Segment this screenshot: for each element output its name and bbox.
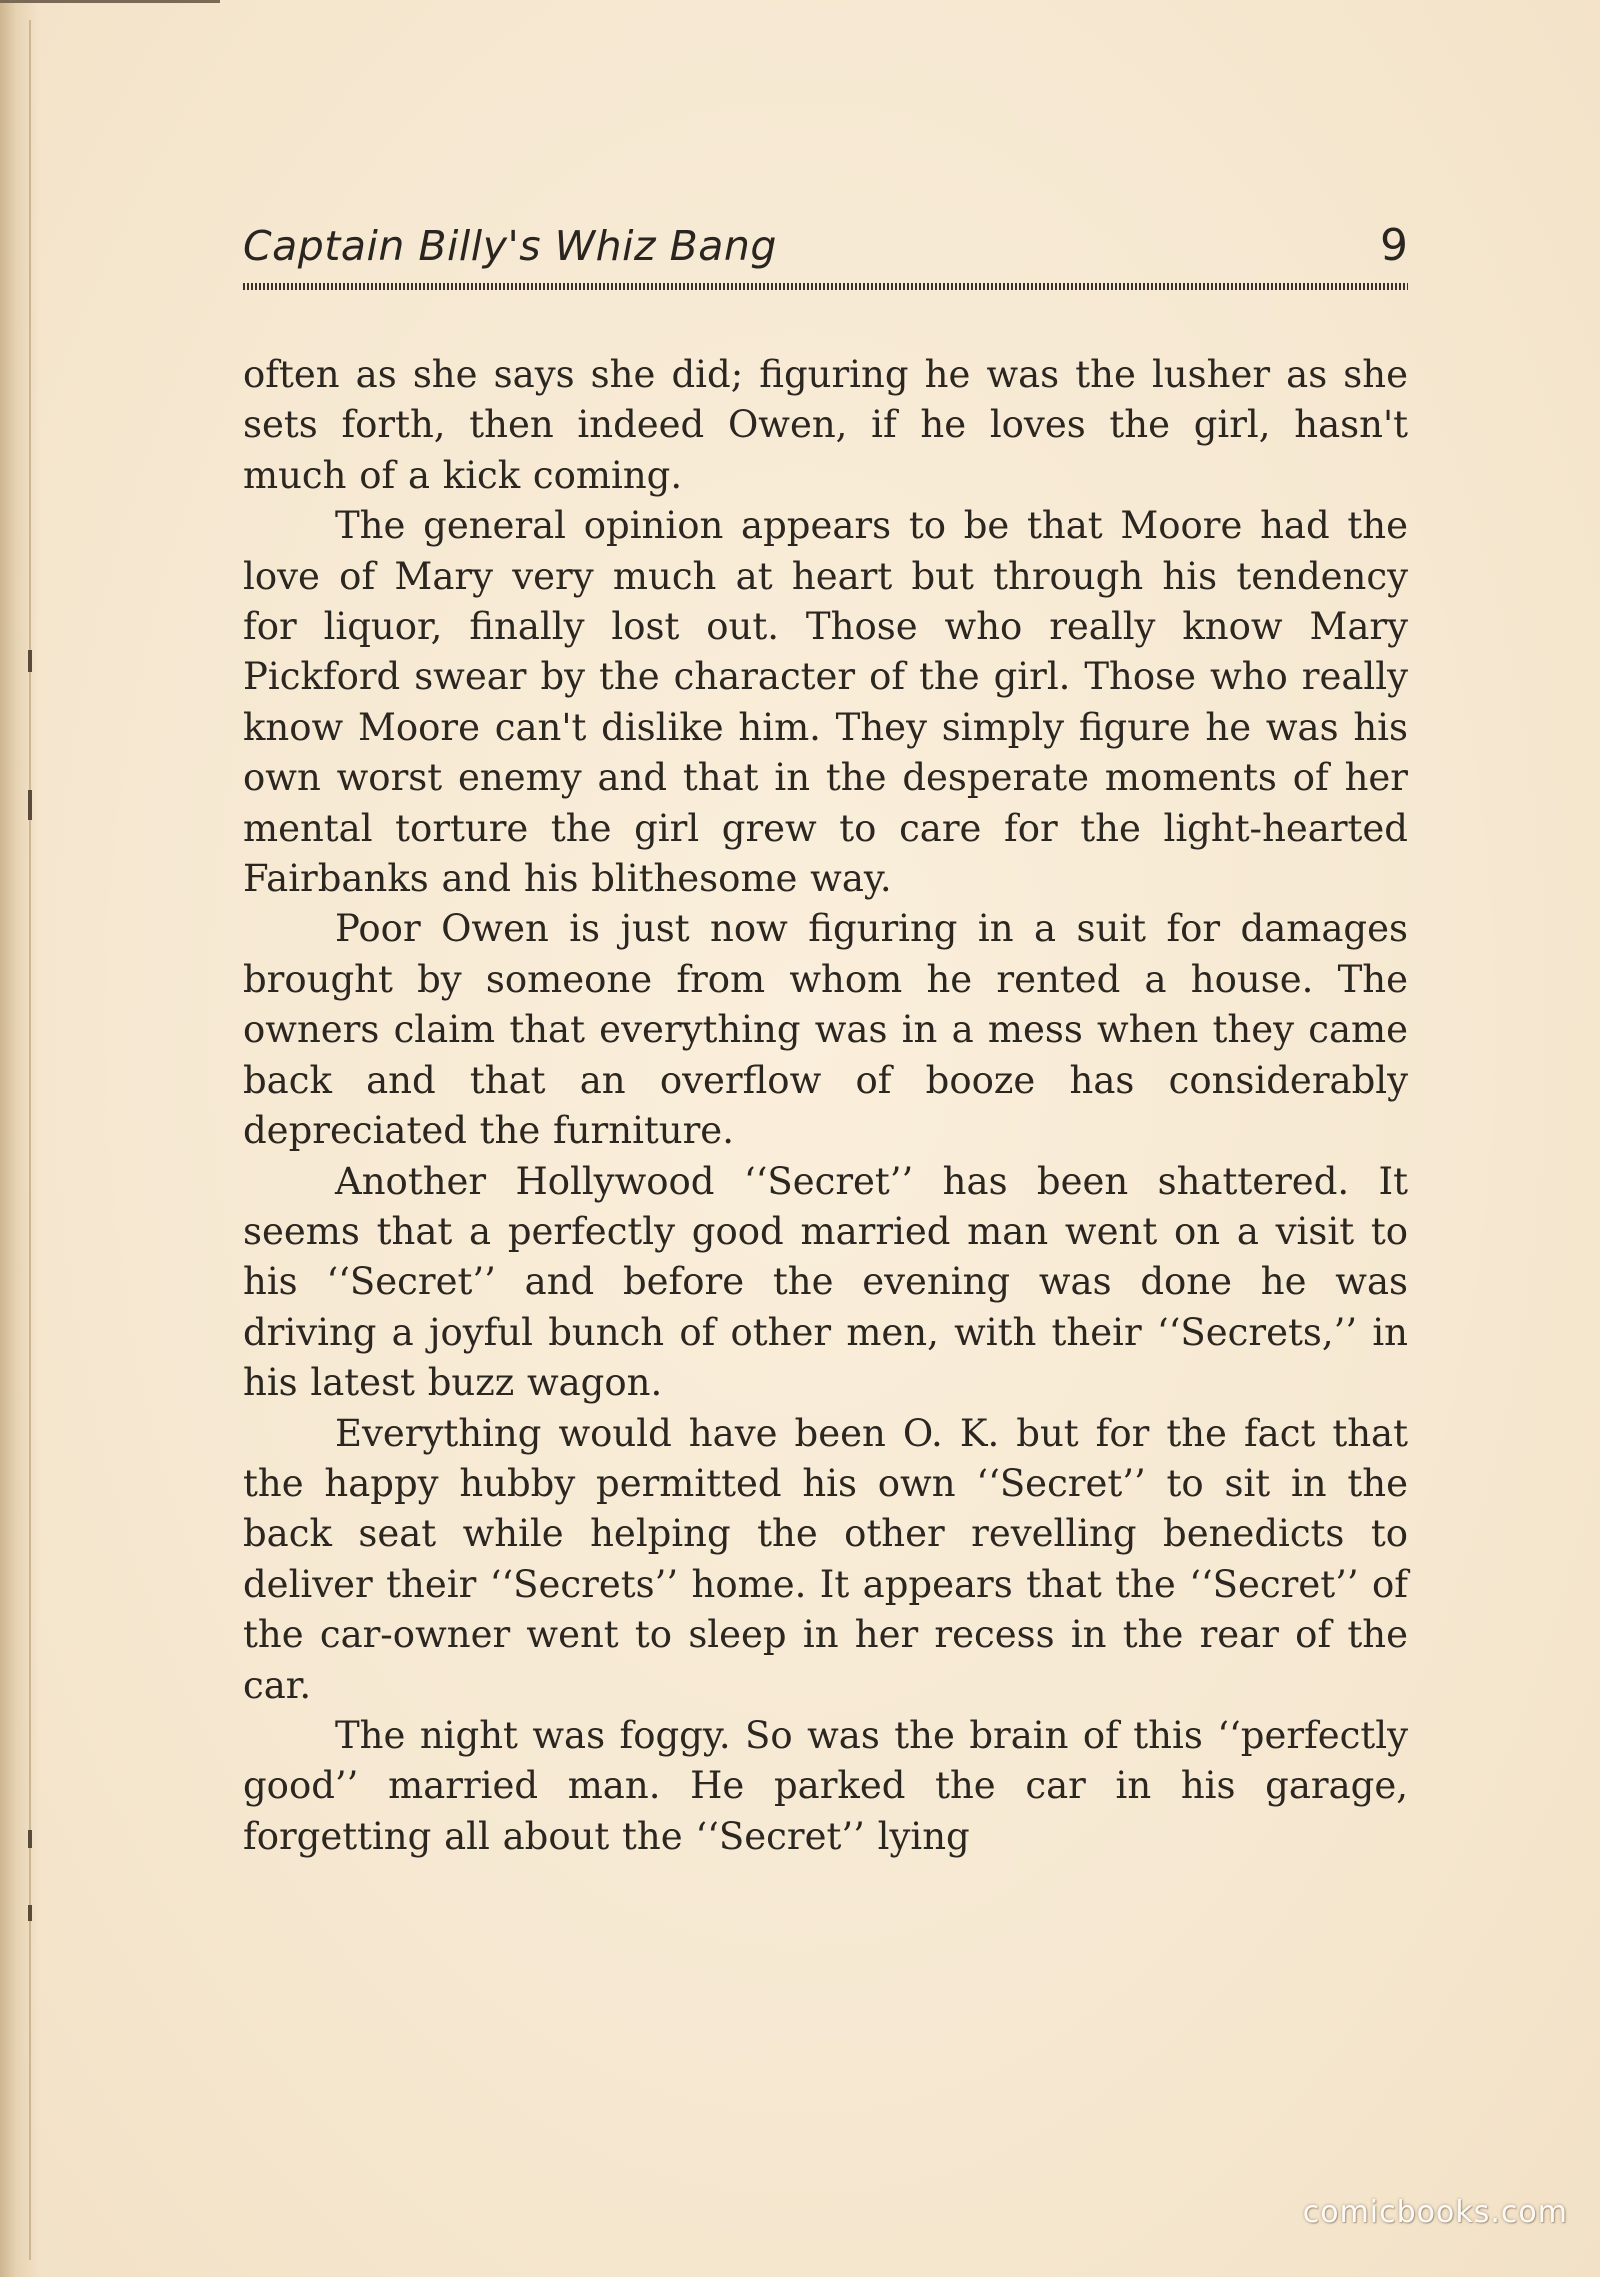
edge-tick (28, 1830, 32, 1848)
paragraph: Poor Owen is just now figuring in a suit for damages brought by someone from whom he rented a house. The owners claim that everything was in a mess when they came back and that an overflow of booze has considerably depreciated the furniture. (243, 907, 1408, 1153)
watermark: comicbooks.com (1302, 2195, 1568, 2230)
page-number: 9 (1380, 220, 1408, 271)
paragraph: Everything would have been O. K. but for the fact that the happy hubby permitted his own ‘‘Secret’’ to sit in the back seat while helping the other revelling benedicts to deliver their ‘‘Secrets’’ home. It appears that the ‘‘Secret’’ of the car-owner went to sleep in her recess in the rear of the car. (243, 1411, 1408, 1707)
article-body (243, 350, 1408, 1862)
paragraph: The night was foggy. So was the brain of this ‘‘perfectly good’’ married man. He parked the car in his garage, forgetting all about the ‘‘Secret’’ lying (243, 1713, 1408, 1858)
edge-tick (28, 790, 32, 820)
paragraph: The general opinion appears to be that Moore had the love of Mary very much at heart but through his tendency for liquor, finally lost out. Those who really know Mary Pickford swear by the character of the girl. Those who really know Moore can't dislike him. They simply figure he was his own worst enemy and that in the desperate moments of her mental torture the girl grew to care for the light-hearted Fairbanks and his blithesome way. (243, 504, 1408, 901)
running-header (243, 222, 1408, 282)
edge-tick (28, 1905, 32, 1921)
binding-shadow (0, 0, 40, 2277)
header-rule (243, 283, 1408, 290)
edge-tick (28, 650, 32, 672)
paragraph: Another Hollywood ‘‘Secret’’ has been shattered. It seems that a perfectly good married man went on a visit to his ‘‘Secret’’ and before the evening was done he was driving a joyful bunch of other men, with their ‘‘Secrets,’’ in his latest buzz wagon. (243, 1159, 1408, 1405)
running-title: Captain Billy's Whiz Bang (243, 222, 777, 270)
binding-edge (29, 20, 31, 2260)
corner-mark (0, 0, 220, 3)
paragraph: often as she says she did; figuring he was the lusher as she sets forth, then indeed Owen, if he loves the girl, hasn't much of a kick coming. (243, 353, 1408, 497)
